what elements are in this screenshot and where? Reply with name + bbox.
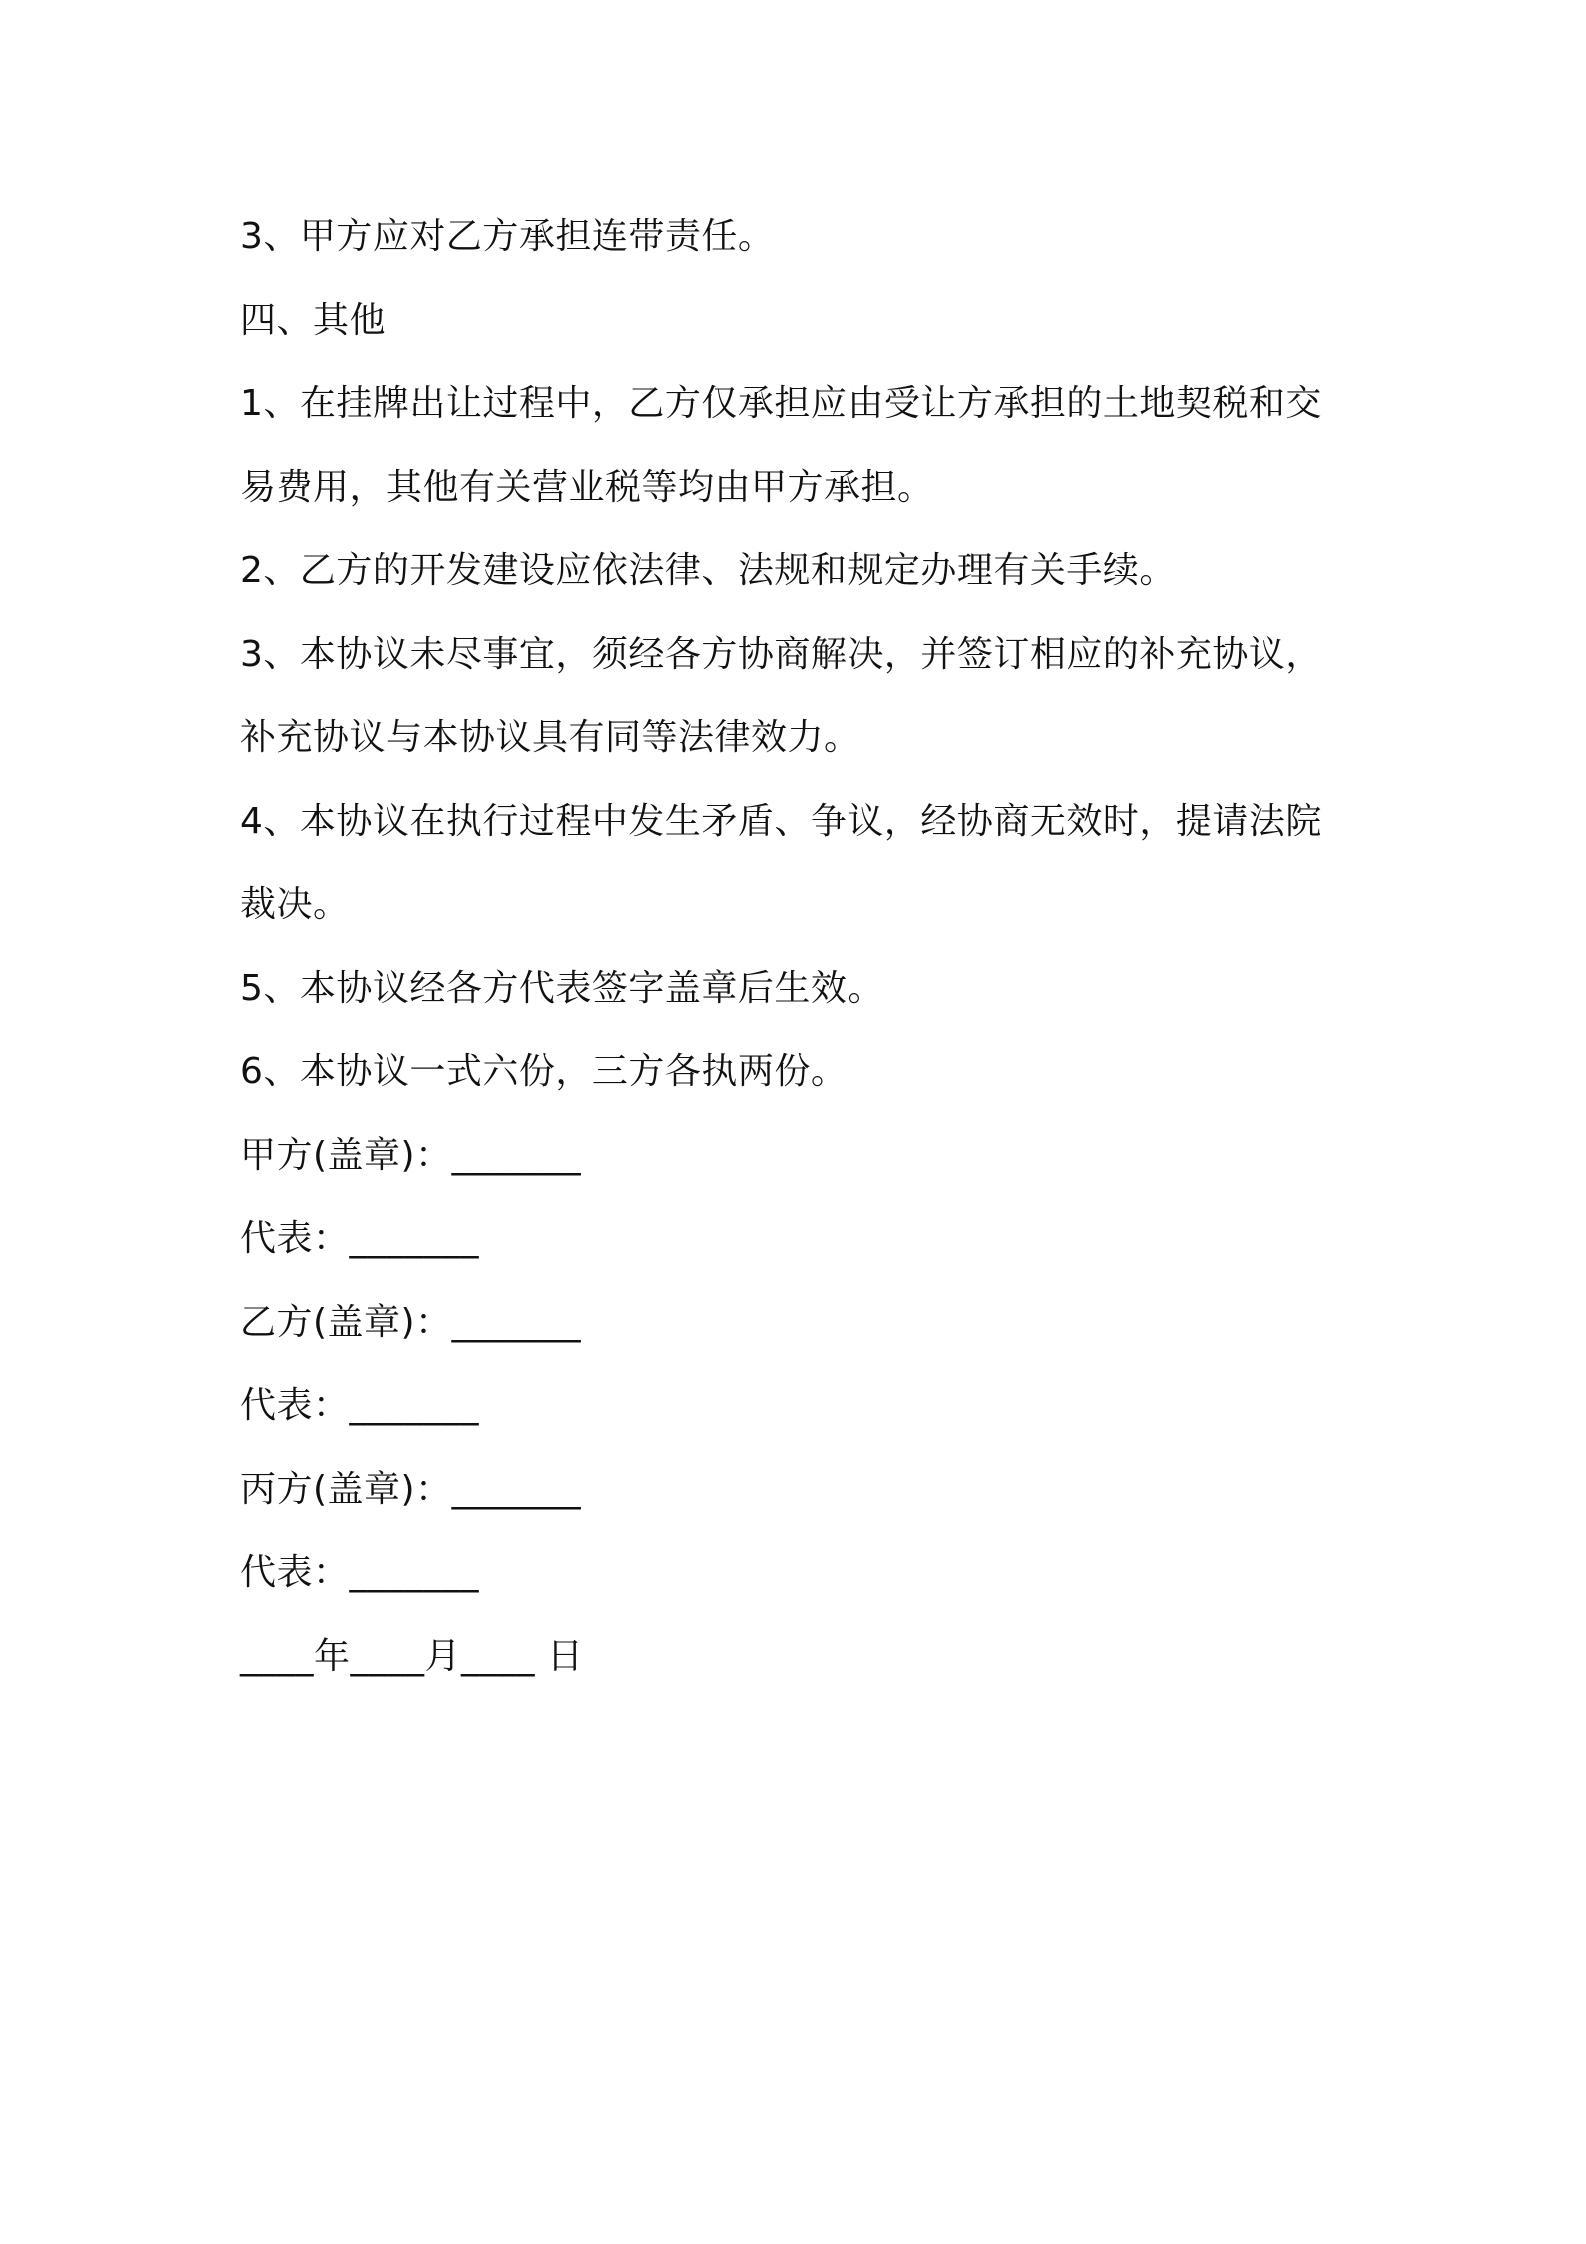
party-c-representative-field: 代表：_______ [240, 1552, 480, 1593]
clause-other-4-line-2: 裁决。 [240, 884, 350, 925]
clause-other-6: 6、本协议一式六份，三方各执两份。 [240, 1051, 848, 1092]
party-a-seal-field: 甲方(盖章)：_______ [240, 1134, 582, 1176]
clause-other-1-line-1: 1、在挂牌出让过程中，乙方仅承担应由受让方承担的土地契税和交 [240, 383, 1322, 424]
date-field: ____年____月____ 日 [240, 1635, 584, 1677]
clause-other-2: 2、乙方的开发建设应依法律、法规和规定办理有关手续。 [240, 550, 1176, 591]
clause-other-3-line-2: 补充协议与本协议具有同等法律效力。 [240, 717, 861, 758]
party-b-seal-field: 乙方(盖章)：_______ [240, 1301, 582, 1343]
clause-other-1-line-2: 易费用，其他有关营业税等均由甲方承担。 [240, 466, 934, 508]
document-body [240, 195, 1360, 1698]
party-b-representative-field: 代表：_______ [240, 1385, 480, 1426]
clause-other-5: 5、本协议经各方代表签字盖章后生效。 [240, 967, 884, 1009]
clause-other-3-line-1: 3、本协议未尽事宜，须经各方协商解决，并签订相应的补充协议， [240, 633, 1322, 675]
party-c-seal-field: 丙方(盖章)：_______ [240, 1468, 582, 1510]
clause-4-3: 3、甲方应对乙方承担连带责任。 [240, 216, 775, 257]
clause-other-4-line-1: 4、本协议在执行过程中发生矛盾、争议，经协商无效时，提请法院 [240, 800, 1322, 842]
section-heading-other: 四、其他 [240, 299, 387, 341]
party-a-representative-field: 代表：_______ [240, 1218, 480, 1259]
